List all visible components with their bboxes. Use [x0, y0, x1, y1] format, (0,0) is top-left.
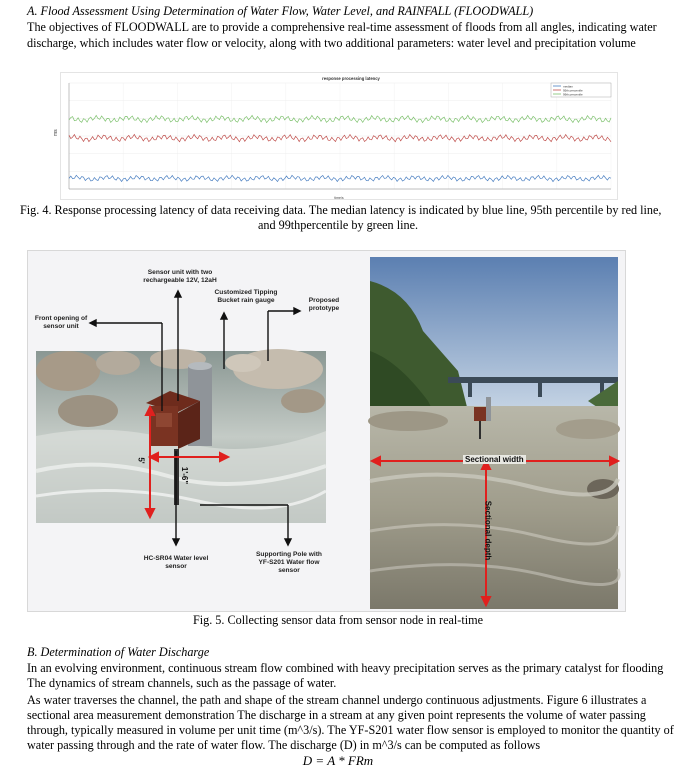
section-b-p1-line-2: The dynamics of stream channels, such as the passage of water.: [27, 676, 337, 690]
legend-p99: 99th percentile: [563, 92, 583, 97]
label-sectional-width: Sectional width: [465, 455, 524, 464]
chart-legend: [551, 83, 611, 97]
section-b-p2-line-2: sectional area measurement demonstration The discharge in a stream at any given point represents the volume of water passing: [27, 708, 646, 722]
label-sensor-unit: Sensor unit with two rechargeable 12V, 12aH: [143, 269, 217, 284]
right-photo-river-section: [368, 257, 620, 609]
fig5-caption: Fig. 5. Collecting sensor data from sensor node in real-time: [192, 613, 484, 627]
chart-x-label: time/s: [334, 196, 344, 200]
section-b-p1-line-1: In an evolving environment, continuous stream flow combined with heavy precipitation serves as the primary catalyst for flooding: [27, 661, 664, 675]
fig5-sensor-figure: [27, 250, 626, 612]
section-b-p2-line-1: As water traverses the channel, the path and shape of the stream channel undergo continuous adjustments. Figure 6 illustrates a: [27, 693, 647, 707]
label-rain-gauge: Customized Tipping Bucket rain gauge: [214, 289, 278, 304]
label-supporting-pole: Supporting Pole with YF-S201 Water flow sensor: [256, 551, 322, 574]
fig4-caption-line-1: Fig. 4. Response processing latency of data receiving data. The median latency is indicated by blue line, 95th percentile by red line,: [20, 203, 662, 217]
latency-chart-svg: [53, 73, 617, 200]
legend-median: median: [563, 84, 573, 89]
section-b-p2-line-3: through, typically measured in volume per unit time (m^3/s). The YF-S201 water flow sensor is employed to monitor the quantity of: [27, 723, 674, 737]
left-photo-river-rocks: [36, 349, 326, 523]
label-front-opening: Front opening of sensor unit: [34, 315, 88, 330]
section-a-line-2: discharge, which includes water flow or velocity, along with two additional parameters: water level and precipitation volume: [27, 36, 636, 50]
chart-y-label: ms: [53, 129, 59, 136]
label-water-level-sensor: HC-SR04 Water level sensor: [143, 555, 209, 570]
chart-title: response processing latency: [322, 76, 380, 81]
section-b-heading: B. Determination of Water Discharge: [27, 645, 210, 659]
section-b-p2-line-4: water passing through and the rate of water flow. The discharge (D) in m^3/s can be computed as follows: [27, 738, 541, 752]
fig4-latency-chart: [53, 72, 618, 200]
section-a-line-1: The objectives of FLOODWALL are to provide a comprehensive real-time assessment of floods from all angles, indicating water: [27, 20, 657, 34]
label-prototype: Proposed prototype: [308, 297, 340, 312]
label-sectional-depth: Sectional depth: [483, 500, 493, 561]
fig4-caption-line-2: and 99thpercentile by green line.: [257, 218, 419, 232]
section-a-heading: A. Flood Assessment Using Determination of Water Flow, Water Level, and RAINFALL (FLOODWALL): [27, 4, 534, 18]
dimension-label-1ft6in: 1'-6": [180, 466, 190, 485]
discharge-formula: D = A * FRm: [302, 753, 374, 768]
dimension-label-5ft: 5': [136, 457, 146, 464]
legend-p95: 95th percentile: [563, 88, 583, 93]
